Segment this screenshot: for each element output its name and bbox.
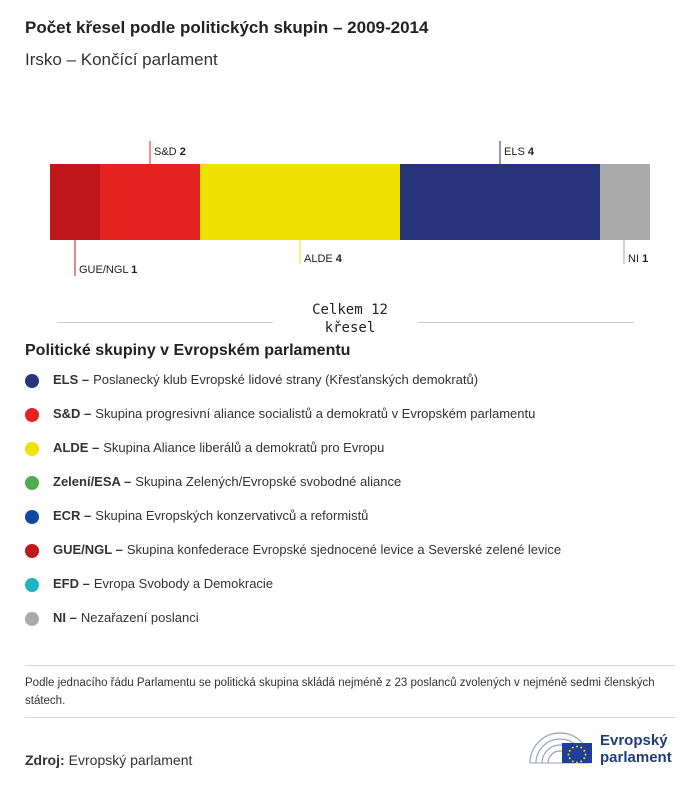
- data-label: NI 1: [628, 253, 649, 265]
- legend-dot: [25, 578, 39, 592]
- source: [25, 752, 192, 768]
- legend-title: Politické skupiny v Evropském parlamentu: [25, 342, 351, 359]
- seat-total: [280, 301, 420, 337]
- legend-item: [25, 372, 561, 406]
- total-divider-left: [57, 322, 273, 323]
- legend-item: [25, 610, 561, 644]
- legend-text: Skupina konfederace Evropské sjednocené levice a Severské zelené levice: [126, 542, 562, 557]
- bar-segment-guengl: [50, 164, 100, 240]
- legend-abbr: ECR –: [53, 508, 92, 523]
- bar-segment-ni: [600, 164, 650, 240]
- note-divider-top: [25, 665, 675, 666]
- chart-subtitle: Irsko – Končící parlament: [25, 50, 218, 69]
- parliament-hemicycle-icon: [528, 727, 594, 769]
- legend-item: [25, 440, 561, 474]
- legend-abbr: NI –: [53, 610, 77, 625]
- bar-segment-els: [400, 164, 600, 240]
- seat-total-line2: křesel: [324, 320, 376, 336]
- legend-dot: [25, 544, 39, 558]
- data-label: GUE/NGL 1: [79, 264, 138, 276]
- legend-text: Skupina Aliance liberálů a demokratů pro Evropu: [103, 440, 385, 455]
- legend-text: Poslanecký klub Evropské lidové strany (Křesťanských demokratů): [93, 372, 479, 387]
- legend-text: Skupina Evropských konzervativců a reformistů: [95, 508, 369, 523]
- legend-dot: [25, 510, 39, 524]
- legend-dot: [25, 374, 39, 388]
- legend-abbr: S&D –: [53, 406, 92, 421]
- data-label: ELS 4: [504, 146, 534, 158]
- source-value: Evropský parlament: [68, 752, 193, 768]
- legend-text: Evropa Svobody a Demokracie: [93, 576, 274, 591]
- bar-segment-alde: [200, 164, 400, 240]
- seat-total-line1: Celkem 12: [312, 302, 388, 318]
- logo-line1: Evropský: [600, 732, 668, 749]
- legend-abbr: EFD –: [53, 576, 90, 591]
- legend-abbr: ELS –: [53, 372, 90, 387]
- total-divider-right: [418, 322, 634, 323]
- legend-dot: [25, 442, 39, 456]
- legend-abbr: ALDE –: [53, 440, 100, 455]
- european-parliament-logo: [528, 727, 678, 769]
- legend-item: [25, 406, 561, 440]
- legend-dot: [25, 612, 39, 626]
- legend-dot: [25, 476, 39, 490]
- legend-item: [25, 542, 561, 576]
- legend: [25, 372, 561, 644]
- legend-abbr: Zelení/ESA –: [53, 474, 132, 489]
- legend-dot: [25, 408, 39, 422]
- logo-line2: parlament: [600, 749, 672, 766]
- chart-title: Počet křesel podle politických skupin – 2009-2014: [25, 18, 429, 37]
- source-label: Zdroj:: [25, 752, 65, 768]
- legend-item: [25, 576, 561, 610]
- legend-text: Nezařazení poslanci: [80, 610, 199, 625]
- legend-text: Skupina Zelených/Evropské svobodné aliance: [135, 474, 402, 489]
- bar-segment-sd: [100, 164, 200, 240]
- data-label: S&D 2: [154, 146, 186, 158]
- legend-item: [25, 474, 561, 508]
- footnote: Podle jednacího řádu Parlamentu se politická skupina skládá nejméně z 23 poslanců zvolených v nejméně sedmi členských státech.: [25, 677, 655, 707]
- logo-text: [600, 732, 672, 766]
- legend-text: Skupina progresivní aliance socialistů a demokratů v Evropském parlamentu: [95, 406, 536, 421]
- legend-abbr: GUE/NGL –: [53, 542, 123, 557]
- seat-chart: [0, 130, 700, 290]
- note-divider-bottom: [25, 717, 675, 718]
- data-label: ALDE 4: [304, 253, 342, 265]
- legend-item: [25, 508, 561, 542]
